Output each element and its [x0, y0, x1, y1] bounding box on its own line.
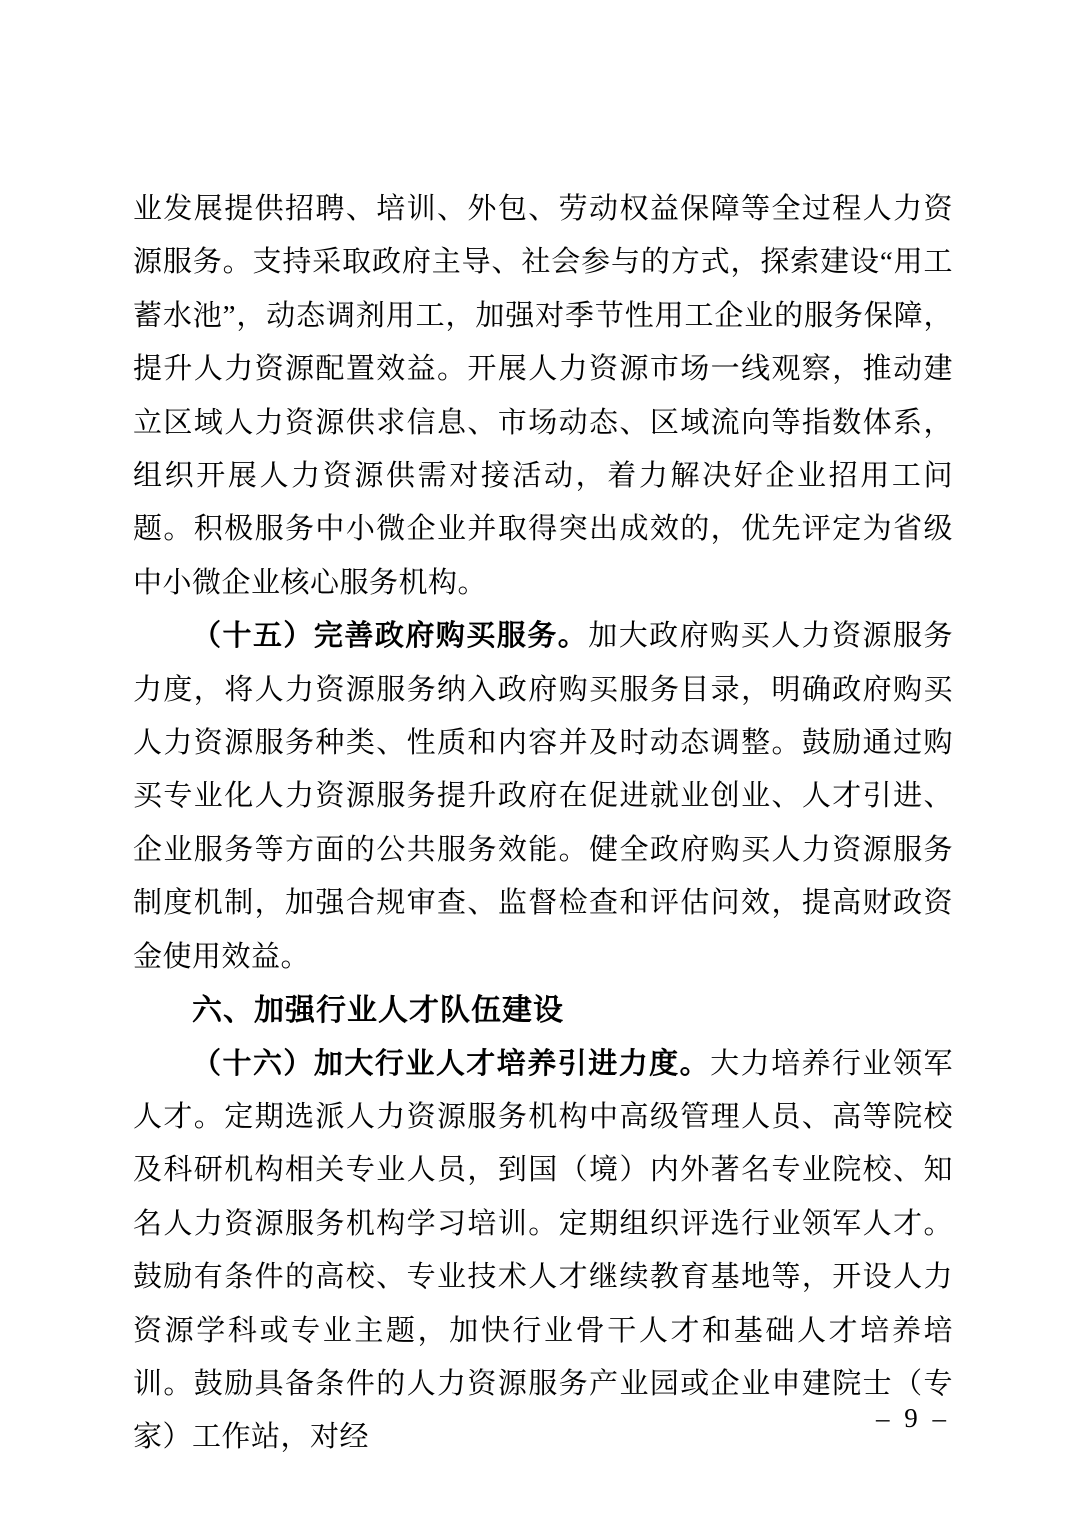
paragraph-15 [133, 610, 953, 984]
paragraph-15-text: 加大政府购买人力资源服务力度，将人力资源服务纳入政府购买服务目录，明确政府购买人力资源服务种类、性质和内容并及时动态调整。鼓励通过购买专业化人力资源服务提升政府在促进就业创业、人才引进、企业服务等方面的公共服务效能。健全政府购买人力资源服务制度机制，加强合规审查、监督检查和评估问效，提高财政资金使用效益。 [133, 620, 953, 973]
page-number: – 9 – [876, 1403, 950, 1433]
paragraph-16-lead: （十六）加大行业人才培养引进力度。 [192, 1047, 711, 1080]
paragraph-16-text: 大力培养行业领军人才。定期选派人力资源服务机构中高级管理人员、高等院校及科研机构相关专业人员，到国（境）内外著名专业院校、知名人力资源服务机构学习培训。定期组织评选行业领军人才。鼓励有条件的高校、专业技术人才继续教育基地等，开设人力资源学科或专业主题，加快行业骨干人才和基础人才培养培训。鼓励具备条件的人力资源服务产业园或企业申建院士（专家）工作站，对经 [133, 1047, 953, 1454]
paragraph-15-lead: （十五）完善政府购买服务。 [192, 620, 589, 653]
section-heading: 六、加强行业人才队伍建设 [192, 993, 564, 1029]
document-body [133, 183, 953, 1465]
paragraph-16 [133, 1038, 953, 1465]
paragraph-continuation: 业发展提供招聘、培训、外包、劳动权益保障等全过程人力资源服务。支持采取政府主导、社会参与的方式，探索建设“用工蓄水池”，动态调剂用工，加强对季节性用工企业的服务保障，提升人力资源配置效益。开展人力资源市场一线观察，推动建立区域人力资源供求信息、市场动态、区域流向等指数体系，组织开展人力资源供需对接活动，着力解决好企业招用工问题。积极服务中小微企业并取得突出成效的，优先评定为省级中小微企业核心服务机构。 [133, 193, 953, 599]
